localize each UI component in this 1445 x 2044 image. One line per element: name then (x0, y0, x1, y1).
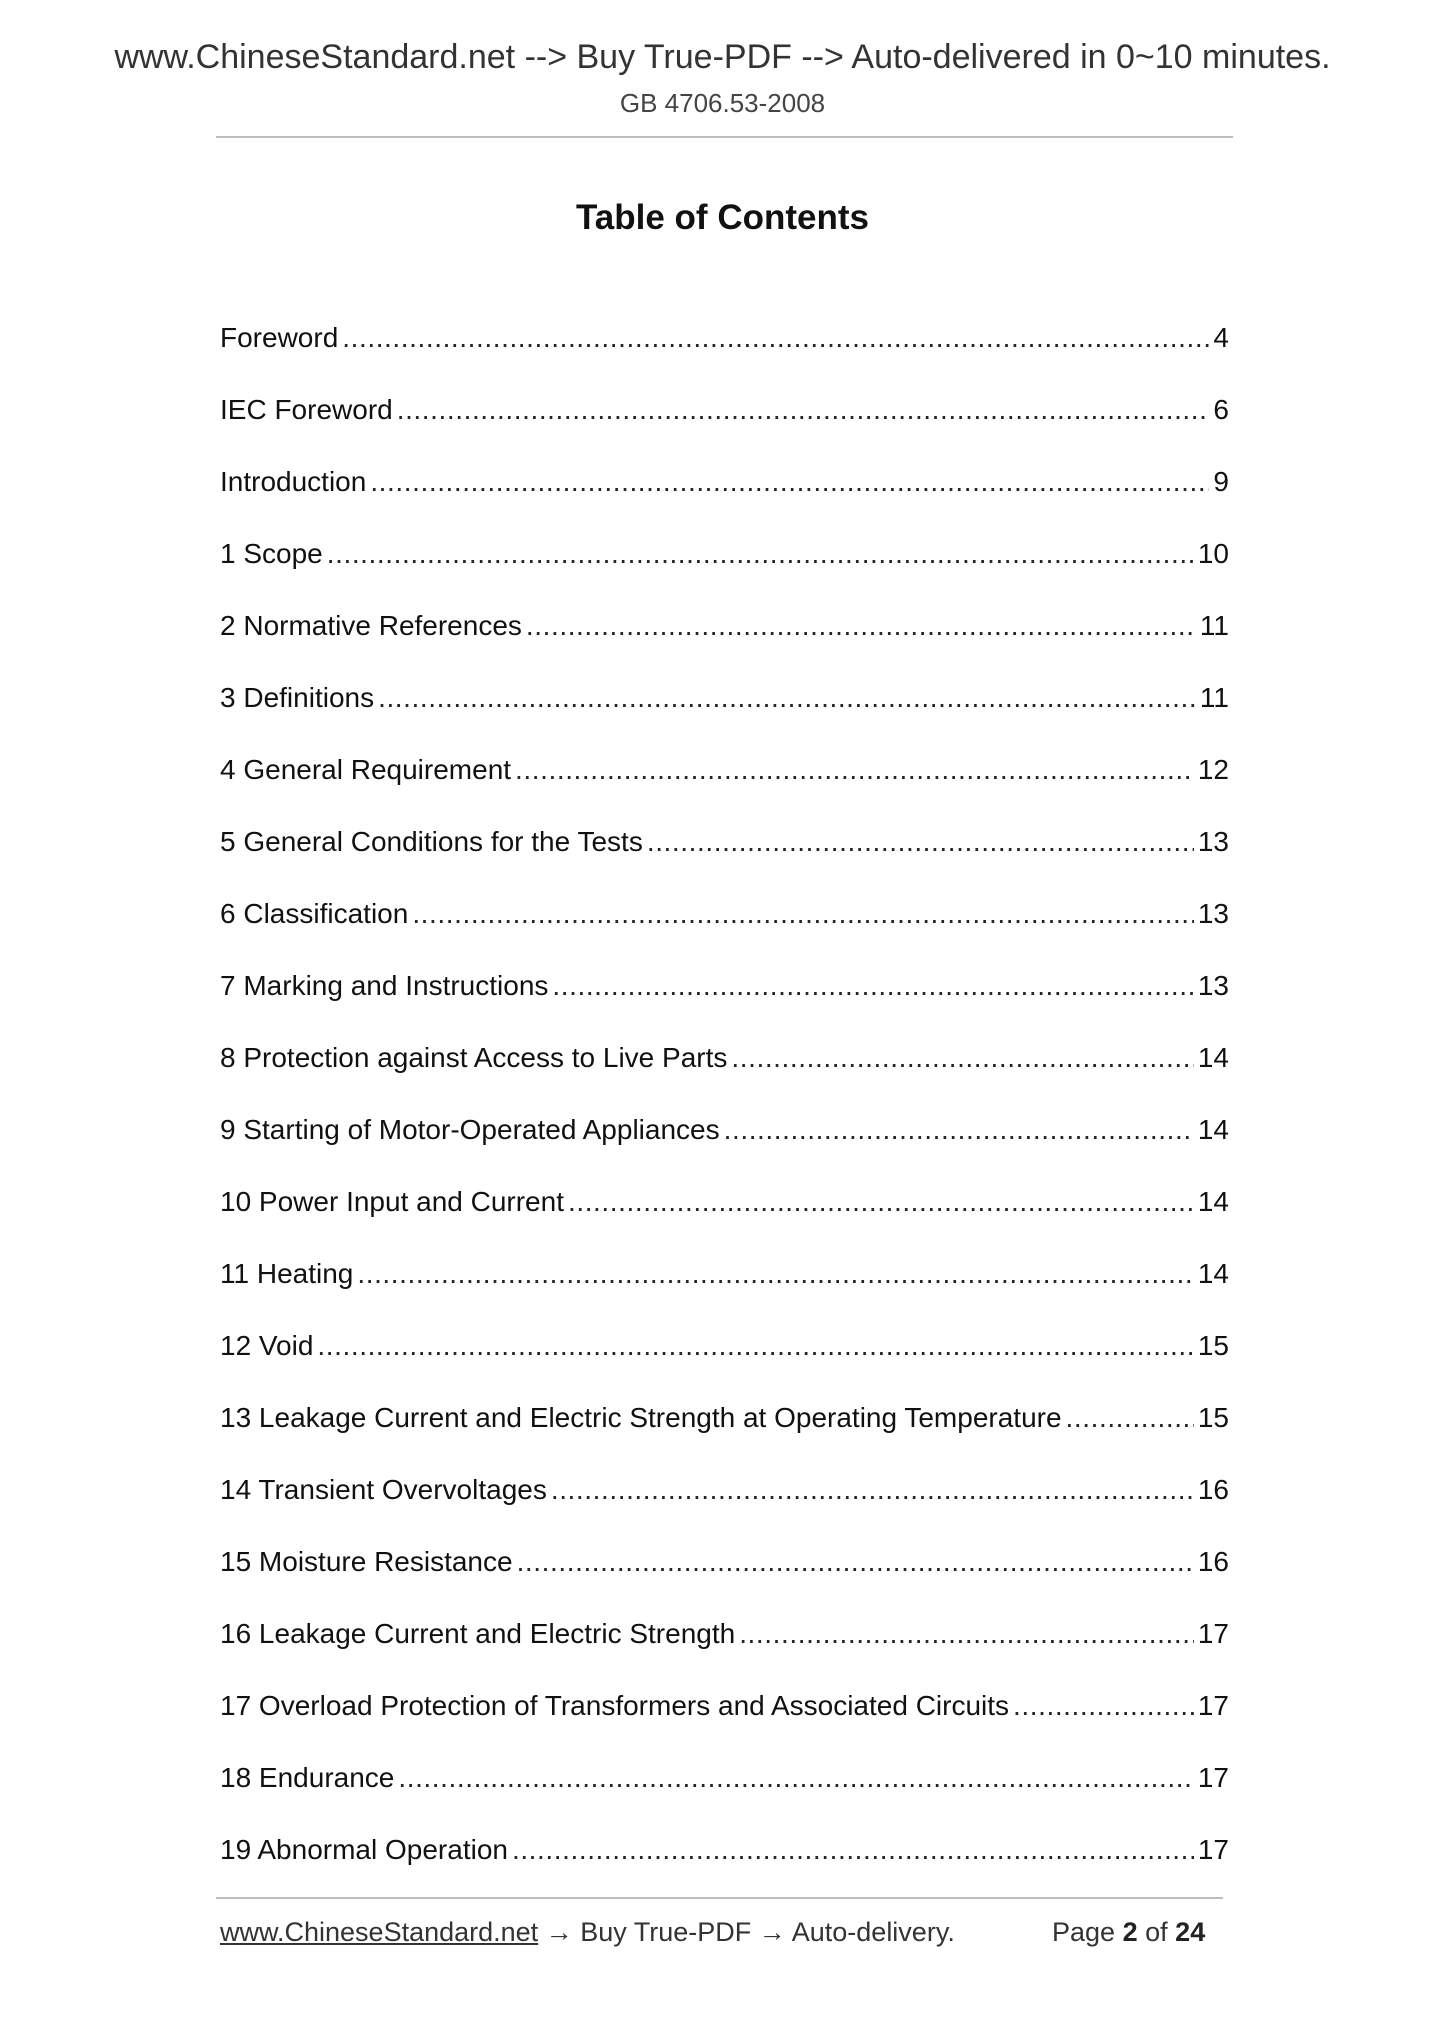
toc-entry[interactable] (220, 678, 1229, 750)
toc-entry-label: 12 Void (220, 1330, 314, 1361)
toc-dot-leader (370, 462, 1209, 502)
toc-entry-label: 17 Overload Protection of Transformers and Associated Circuits (220, 1690, 1010, 1721)
footer-divider (216, 1897, 1223, 1899)
toc-entry-label: 9 Starting of Motor-Operated Appliances (220, 1114, 720, 1145)
toc-entry-label: 11 Heating (220, 1258, 354, 1289)
page-total: 24 (1175, 1917, 1206, 1947)
toc-entry-label: 2 Normative References (220, 610, 522, 641)
toc-dot-leader (1013, 1686, 1194, 1726)
toc-dot-leader (327, 534, 1194, 574)
toc-dot-leader (398, 1758, 1193, 1798)
toc-dot-leader (397, 390, 1210, 430)
header-divider (216, 136, 1233, 138)
toc-entry-label: Introduction (220, 466, 367, 497)
toc-entry[interactable] (220, 966, 1229, 1038)
of-word: of (1145, 1917, 1168, 1947)
toc-entry[interactable] (220, 1686, 1229, 1758)
page-current: 2 (1122, 1917, 1138, 1947)
toc-entry-label: 14 Transient Overvoltages (220, 1474, 547, 1505)
toc-dot-leader (342, 318, 1209, 358)
toc-entry[interactable] (220, 1542, 1229, 1614)
toc-entry[interactable] (220, 606, 1229, 678)
toc-dot-leader (731, 1038, 1193, 1078)
toc-entry-label: 1 Scope (220, 538, 323, 569)
toc-entry-page: 17 (1197, 1762, 1229, 1793)
toc-entry-page: 14 (1197, 1258, 1229, 1289)
toc-entry[interactable] (220, 390, 1229, 462)
toc-entry-page: 16 (1197, 1546, 1229, 1577)
toc-entry[interactable] (220, 1758, 1229, 1830)
toc-entry[interactable] (220, 462, 1229, 534)
toc-entry-label: 7 Marking and Instructions (220, 970, 549, 1001)
toc-entry-page: 11 (1199, 610, 1229, 641)
footer-promo (220, 1917, 955, 1948)
toc-dot-leader (647, 822, 1194, 862)
toc-entry-page: 15 (1197, 1330, 1229, 1361)
toc-entry-page: 17 (1197, 1690, 1229, 1721)
footer-tagline: → Buy True-PDF → Auto-delivery. (538, 1917, 955, 1947)
toc-entry-page: 14 (1197, 1186, 1229, 1217)
toc-entry[interactable] (220, 1038, 1229, 1110)
toc-entry[interactable] (220, 1614, 1229, 1686)
toc-dot-leader (517, 1542, 1194, 1582)
toc-entry-label: 5 General Conditions for the Tests (220, 826, 643, 857)
document-code: GB 4706.53-2008 (619, 88, 826, 118)
toc-entry[interactable] (220, 1110, 1229, 1182)
toc-entry-page: 16 (1197, 1474, 1229, 1505)
toc-entry-label: 15 Moisture Resistance (220, 1546, 513, 1577)
footer-website-link[interactable]: www.ChineseStandard.net (220, 1917, 539, 1947)
toc-entry[interactable] (220, 1398, 1229, 1470)
toc-entry-label: 19 Abnormal Operation (220, 1834, 508, 1865)
toc-dot-leader (317, 1326, 1193, 1366)
toc-entry-label: 13 Leakage Current and Electric Strength at Operating Temperature (220, 1402, 1062, 1433)
toc-entry-page: 12 (1197, 754, 1229, 785)
toc-dot-leader (724, 1110, 1194, 1150)
page-indicator (1052, 1917, 1205, 1948)
toc-entry-page: 17 (1197, 1618, 1229, 1649)
toc-entry-page: 4 (1213, 322, 1229, 353)
toc-entry[interactable] (220, 1470, 1229, 1542)
toc-entry-label: 16 Leakage Current and Electric Strength (220, 1618, 736, 1649)
toc-entry-page: 10 (1197, 538, 1229, 569)
toc-entry[interactable] (220, 1182, 1229, 1254)
toc-entry-page: 15 (1197, 1402, 1229, 1433)
toc-dot-leader (378, 678, 1196, 718)
toc-entry-page: 14 (1197, 1114, 1229, 1145)
toc-title: Table of Contents (576, 198, 869, 237)
toc-dot-leader (357, 1254, 1193, 1294)
toc-entry-label: 10 Power Input and Current (220, 1186, 564, 1217)
toc-entry[interactable] (220, 822, 1229, 894)
toc-entry-page: 9 (1213, 466, 1229, 497)
toc-dot-leader (512, 1830, 1194, 1870)
toc-entry-label: 18 Endurance (220, 1762, 395, 1793)
toc-entry-label: IEC Foreword (220, 394, 393, 425)
toc-entry-label: 4 General Requirement (220, 754, 512, 785)
toc-dot-leader (568, 1182, 1194, 1222)
toc-list (220, 318, 1229, 1902)
toc-entry-page: 17 (1197, 1834, 1229, 1865)
toc-entry-page: 14 (1197, 1042, 1229, 1073)
toc-entry[interactable] (220, 1326, 1229, 1398)
toc-dot-leader (515, 750, 1194, 790)
toc-entry[interactable] (220, 1254, 1229, 1326)
toc-entry-label: 8 Protection against Access to Live Parts (220, 1042, 728, 1073)
toc-entry-label: Foreword (220, 322, 339, 353)
toc-entry-label: 6 Classification (220, 898, 409, 929)
toc-entry[interactable] (220, 750, 1229, 822)
top-banner: www.ChineseStandard.net --> Buy True-PDF --> Auto-delivered in 0~10 minutes. (114, 38, 1331, 76)
toc-dot-leader (526, 606, 1196, 646)
toc-entry[interactable] (220, 534, 1229, 606)
toc-entry[interactable] (220, 318, 1229, 390)
toc-entry-page: 13 (1197, 826, 1229, 857)
toc-entry-label: 3 Definitions (220, 682, 375, 713)
toc-entry-page: 6 (1213, 394, 1229, 425)
toc-dot-leader (412, 894, 1194, 934)
toc-dot-leader (552, 966, 1193, 1006)
toc-dot-leader (551, 1470, 1194, 1510)
toc-entry[interactable] (220, 1830, 1229, 1902)
toc-dot-leader (739, 1614, 1194, 1654)
toc-entry-page: 11 (1199, 682, 1229, 713)
toc-entry[interactable] (220, 894, 1229, 966)
toc-entry-page: 13 (1197, 898, 1229, 929)
page-word: Page (1052, 1917, 1116, 1947)
toc-entry-page: 13 (1197, 970, 1229, 1001)
toc-dot-leader (1066, 1398, 1194, 1438)
